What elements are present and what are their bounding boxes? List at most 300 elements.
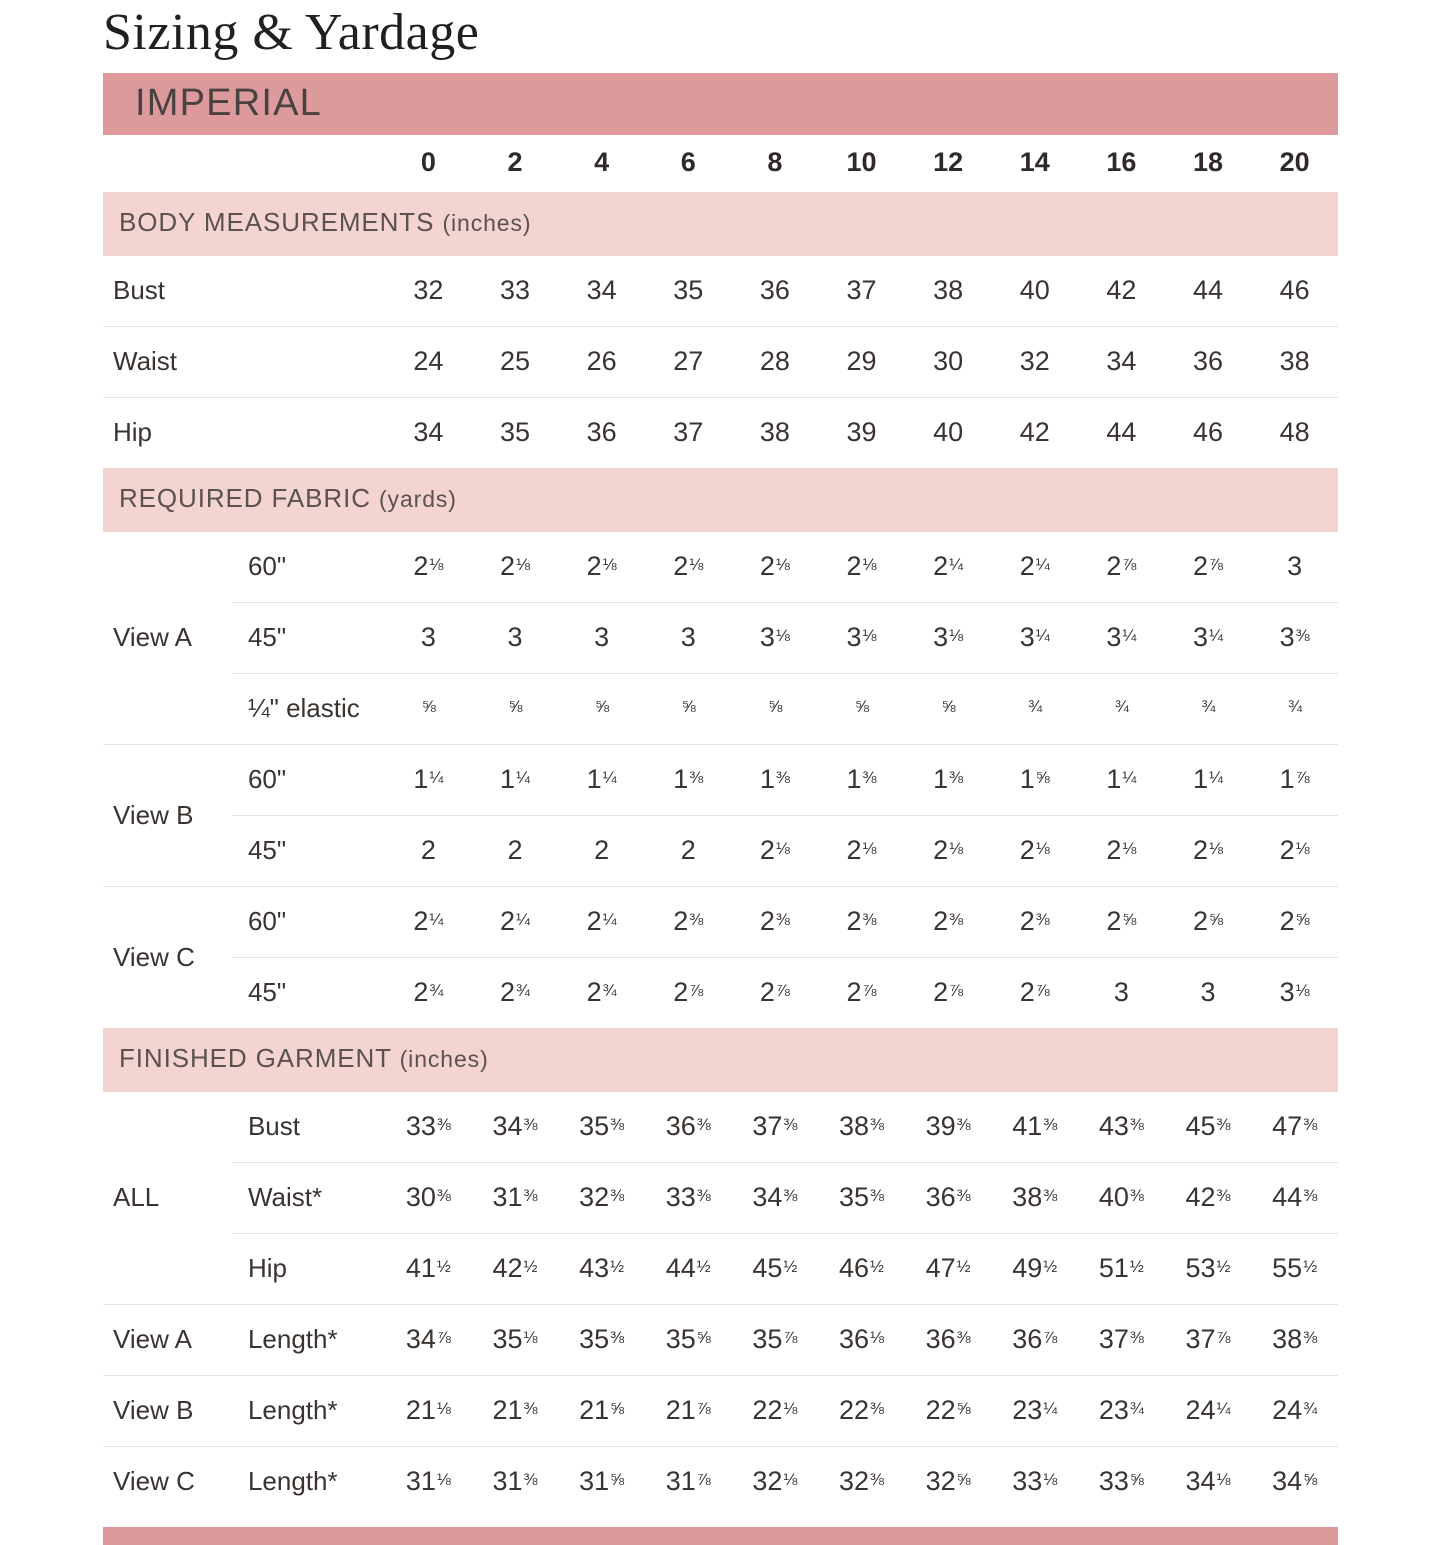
cell-view-c-9 bbox=[1165, 957, 1252, 1028]
cell-view-a-10 bbox=[1251, 673, 1338, 744]
cell-all-8 bbox=[1078, 1233, 1165, 1304]
whole-number: 2 bbox=[1192, 835, 1209, 866]
section-title: BODY MEASUREMENTS bbox=[119, 207, 443, 238]
whole-number: 30 bbox=[405, 1182, 436, 1213]
whole-number: 2 bbox=[586, 977, 602, 1008]
group-label-view-b: View B bbox=[103, 744, 232, 886]
whole-number: 37 bbox=[752, 1111, 783, 1142]
cell-view-c-2 bbox=[558, 886, 645, 957]
table-row bbox=[103, 1375, 1338, 1446]
cell-view-b-1 bbox=[472, 744, 559, 815]
section-band-body bbox=[103, 192, 1338, 256]
whole-number: 40 bbox=[1098, 1182, 1129, 1213]
whole-number: 36 bbox=[925, 1324, 956, 1355]
cell-view-a-10 bbox=[1251, 1304, 1338, 1375]
row-label-hip: Hip bbox=[103, 397, 385, 468]
whole-number: 53 bbox=[1185, 1253, 1216, 1284]
cell-view-c-7 bbox=[991, 957, 1078, 1028]
fraction: ⅜ bbox=[956, 1115, 971, 1135]
whole-number: 23 bbox=[1012, 1395, 1043, 1426]
whole-number: 34 bbox=[752, 1182, 783, 1213]
whole-number: 36 bbox=[665, 1111, 696, 1142]
whole-number: 34 bbox=[1272, 1466, 1303, 1497]
whole-number: 22 bbox=[838, 1395, 870, 1426]
cell-view-b-8 bbox=[1078, 744, 1165, 815]
cell-all-4 bbox=[732, 1162, 819, 1233]
whole-number: 22 bbox=[752, 1395, 783, 1426]
cell-all-9 bbox=[1165, 1233, 1252, 1304]
whole-number: 33 bbox=[665, 1182, 696, 1213]
cell-view-c-9 bbox=[1165, 1446, 1252, 1517]
fraction: ⅛ bbox=[1035, 839, 1050, 859]
fraction: ⅛ bbox=[862, 626, 877, 646]
cell-view-a-6 bbox=[905, 673, 992, 744]
fraction: ¾ bbox=[1201, 697, 1216, 717]
fraction: ¼ bbox=[1122, 626, 1137, 646]
whole-number: 37 bbox=[1185, 1324, 1216, 1355]
whole-number: 3 bbox=[1279, 622, 1295, 653]
cell-view-b-3 bbox=[645, 744, 732, 815]
fraction: ⅝ bbox=[1295, 910, 1310, 930]
fraction: ⅞ bbox=[436, 1328, 451, 1348]
size-header-16: 16 bbox=[1106, 146, 1137, 177]
fraction: ½ bbox=[1303, 1257, 1318, 1277]
cell-view-b-8 bbox=[1078, 815, 1165, 886]
cell-view-a-4 bbox=[732, 1304, 819, 1375]
cell-bust-0 bbox=[385, 256, 472, 327]
cell-view-c-4 bbox=[732, 1446, 819, 1517]
cell-hip-2 bbox=[472, 397, 559, 468]
cell-view-a-6 bbox=[905, 532, 992, 603]
whole-number: 43 bbox=[579, 1253, 610, 1284]
whole-number: 2 bbox=[680, 835, 696, 866]
fraction: ⅛ bbox=[775, 626, 790, 646]
cell-all-6 bbox=[905, 1233, 992, 1304]
whole-number: 3 bbox=[846, 622, 862, 653]
fraction: ¼ bbox=[516, 768, 530, 788]
whole-number: 34 bbox=[1185, 1466, 1216, 1497]
whole-number: 1 bbox=[1192, 764, 1209, 795]
whole-number: 2 bbox=[507, 835, 523, 866]
whole-number: 2 bbox=[759, 977, 775, 1008]
fraction: ⅜ bbox=[783, 1186, 798, 1206]
fraction: ⅝ bbox=[610, 1399, 625, 1419]
cell-view-c-5 bbox=[818, 1446, 905, 1517]
row-label: Length* bbox=[232, 1446, 385, 1517]
fraction: ⅜ bbox=[610, 1186, 625, 1206]
table-row bbox=[103, 886, 1338, 957]
cell-view-b-9 bbox=[1165, 744, 1252, 815]
fraction: ⅝ bbox=[956, 1470, 971, 1490]
size-header-20: 20 bbox=[1279, 146, 1310, 177]
cell-view-b-10 bbox=[1251, 1375, 1338, 1446]
whole-number: 2 bbox=[933, 835, 949, 866]
cell-view-a-2 bbox=[558, 532, 645, 603]
cell-view-c-8 bbox=[1078, 957, 1165, 1028]
cell-view-b-7 bbox=[991, 744, 1078, 815]
cell-view-c-10 bbox=[1251, 957, 1338, 1028]
whole-number: 2 bbox=[1019, 977, 1035, 1008]
whole-number: 31 bbox=[405, 1466, 436, 1497]
fraction: ⅜ bbox=[696, 1115, 711, 1135]
whole-number: 2 bbox=[1192, 551, 1209, 582]
whole-number: 33 bbox=[1012, 1466, 1043, 1497]
cell-view-a-9 bbox=[1165, 532, 1252, 603]
fraction: ⅝ bbox=[956, 1399, 971, 1419]
cell-view-b-10 bbox=[1251, 815, 1338, 886]
cell-view-b-5 bbox=[818, 744, 905, 815]
whole-number: 2 bbox=[1106, 906, 1122, 937]
whole-number: 3 bbox=[1019, 622, 1035, 653]
cell-view-b-9 bbox=[1165, 815, 1252, 886]
whole-number: 2 bbox=[759, 551, 775, 582]
cell-view-c-2 bbox=[558, 1446, 645, 1517]
cell-all-0 bbox=[385, 1233, 472, 1304]
cell-view-c-2 bbox=[558, 957, 645, 1028]
whole-number: 33 bbox=[499, 275, 530, 306]
cell-view-a-8 bbox=[1078, 532, 1165, 603]
whole-number: 2 bbox=[420, 835, 436, 866]
whole-number: 35 bbox=[499, 417, 530, 448]
cell-waist-10 bbox=[818, 326, 905, 397]
fraction: ⅞ bbox=[1295, 768, 1310, 788]
fraction: ¼ bbox=[1209, 768, 1223, 788]
cell-view-a-8 bbox=[1078, 673, 1165, 744]
section-heading-fabric bbox=[103, 468, 1338, 532]
row-label: Waist* bbox=[232, 1162, 385, 1233]
cell-bust-12 bbox=[905, 256, 992, 327]
whole-number: 2 bbox=[846, 906, 862, 937]
fraction: ¾ bbox=[1288, 697, 1303, 717]
fraction: ¼ bbox=[602, 910, 617, 930]
table-row bbox=[103, 744, 1338, 815]
row-label: 60" bbox=[247, 551, 287, 582]
cell-waist-16 bbox=[1078, 326, 1165, 397]
cell-waist-18 bbox=[1165, 326, 1252, 397]
whole-number: 35 bbox=[492, 1324, 523, 1355]
fraction: ⅜ bbox=[689, 768, 704, 788]
cell-view-c-5 bbox=[818, 957, 905, 1028]
whole-number: 31 bbox=[492, 1182, 523, 1213]
cell-view-a-7 bbox=[991, 673, 1078, 744]
page-title: Sizing & Yardage bbox=[103, 4, 480, 61]
cell-all-1 bbox=[472, 1092, 559, 1163]
size-header-2: 2 bbox=[507, 146, 523, 177]
whole-number: 2 bbox=[1279, 835, 1295, 866]
fraction: ⅞ bbox=[696, 1399, 711, 1419]
cell-view-a-3 bbox=[645, 1304, 732, 1375]
fraction: ⅝ bbox=[1303, 1470, 1318, 1490]
whole-number: 37 bbox=[673, 417, 704, 448]
fraction: ¾ bbox=[1129, 1399, 1144, 1419]
cell-view-b-8 bbox=[1078, 1375, 1165, 1446]
whole-number: 35 bbox=[579, 1111, 610, 1142]
cell-all-6 bbox=[905, 1162, 992, 1233]
fraction: ⅜ bbox=[956, 1328, 971, 1348]
size-header-6: 6 bbox=[680, 146, 696, 177]
fraction: ⅜ bbox=[436, 1186, 451, 1206]
whole-number: 2 bbox=[594, 835, 610, 866]
cell-all-3 bbox=[645, 1233, 732, 1304]
row-label: Bust bbox=[247, 1111, 300, 1142]
cell-view-a-0 bbox=[385, 673, 472, 744]
whole-number: 41 bbox=[1012, 1111, 1043, 1142]
whole-number: 42 bbox=[1019, 417, 1050, 448]
cell-hip-4 bbox=[558, 397, 645, 468]
table-row bbox=[103, 815, 1338, 886]
fraction: ⅛ bbox=[862, 839, 877, 859]
cell-all-1 bbox=[472, 1162, 559, 1233]
cell-view-a-2 bbox=[558, 1304, 645, 1375]
fraction: ¾ bbox=[1028, 697, 1043, 717]
cell-waist-2 bbox=[472, 326, 559, 397]
cell-view-a-5 bbox=[818, 1304, 905, 1375]
fraction: ⅜ bbox=[949, 910, 964, 930]
whole-number: 2 bbox=[413, 551, 429, 582]
whole-number: 36 bbox=[925, 1182, 956, 1213]
whole-number: 34 bbox=[413, 417, 444, 448]
whole-number: 41 bbox=[405, 1253, 436, 1284]
cell-all-5 bbox=[818, 1092, 905, 1163]
fraction: ⅝ bbox=[696, 1328, 711, 1348]
size-header-row bbox=[103, 135, 1338, 192]
whole-number: 24 bbox=[1272, 1395, 1303, 1426]
cell-hip-0 bbox=[385, 397, 472, 468]
whole-number: 34 bbox=[405, 1324, 436, 1355]
cell-all-2 bbox=[558, 1092, 645, 1163]
whole-number: 38 bbox=[759, 417, 790, 448]
fraction: ⅜ bbox=[610, 1328, 625, 1348]
cell-view-c-7 bbox=[991, 886, 1078, 957]
whole-number: 1 bbox=[673, 764, 689, 795]
whole-number: 38 bbox=[1279, 346, 1310, 377]
fraction: ¾ bbox=[429, 981, 444, 1001]
whole-number: 36 bbox=[759, 275, 790, 306]
cell-view-a-8 bbox=[1078, 602, 1165, 673]
cell-waist-4 bbox=[558, 326, 645, 397]
fraction: ½ bbox=[956, 1257, 971, 1277]
whole-number: 28 bbox=[759, 346, 790, 377]
row-label: Hip bbox=[232, 1233, 385, 1304]
whole-number: 2 bbox=[933, 551, 949, 582]
whole-number: 34 bbox=[1106, 346, 1137, 377]
fraction: ½ bbox=[870, 1257, 884, 1277]
section-unit: (inches) bbox=[442, 210, 532, 237]
cell-view-a-9 bbox=[1165, 673, 1252, 744]
cell-view-a-5 bbox=[818, 602, 905, 673]
sizing-table bbox=[103, 73, 1338, 1517]
cell-all-6 bbox=[905, 1092, 992, 1163]
fraction: ⅛ bbox=[783, 1399, 798, 1419]
fraction: ¼ bbox=[1122, 768, 1137, 788]
whole-number: 1 bbox=[1279, 764, 1295, 795]
whole-number: 42 bbox=[1106, 275, 1137, 306]
fraction: ⅝ bbox=[1122, 910, 1137, 930]
whole-number: 32 bbox=[925, 1466, 956, 1497]
cell-view-b-1 bbox=[472, 1375, 559, 1446]
whole-number: 24 bbox=[413, 346, 444, 377]
whole-number: 31 bbox=[665, 1466, 696, 1497]
cell-bust-2 bbox=[472, 256, 559, 327]
whole-number: 45 bbox=[1185, 1111, 1216, 1142]
whole-number: 35 bbox=[838, 1182, 870, 1213]
whole-number: 3 bbox=[1106, 622, 1122, 653]
whole-number: 39 bbox=[925, 1111, 956, 1142]
fraction: ⅛ bbox=[862, 555, 877, 575]
table-row bbox=[103, 673, 1338, 744]
cell-view-b-10 bbox=[1251, 744, 1338, 815]
section-band-finished bbox=[103, 1028, 1338, 1092]
whole-number: 36 bbox=[1012, 1324, 1043, 1355]
whole-number: 1 bbox=[759, 764, 775, 795]
table-row bbox=[103, 326, 1338, 397]
cell-view-b-6 bbox=[905, 744, 992, 815]
cell-view-b-4 bbox=[732, 744, 819, 815]
cell-view-b-2 bbox=[558, 815, 645, 886]
fraction: ⅛ bbox=[949, 626, 964, 646]
whole-number: 27 bbox=[673, 346, 704, 377]
bottom-accent-band bbox=[103, 1527, 1338, 1545]
size-header-8: 8 bbox=[767, 146, 783, 177]
cell-waist-20 bbox=[1251, 326, 1338, 397]
whole-number: 1 bbox=[933, 764, 949, 795]
cell-all-3 bbox=[645, 1162, 732, 1233]
section-heading-body bbox=[103, 192, 1338, 256]
whole-number: 23 bbox=[1098, 1395, 1129, 1426]
fraction: ⅜ bbox=[696, 1186, 711, 1206]
row-label: ¼" elastic bbox=[232, 673, 385, 744]
whole-number: 35 bbox=[579, 1324, 610, 1355]
cell-view-b-4 bbox=[732, 815, 819, 886]
fraction: ⅜ bbox=[862, 910, 877, 930]
table-row bbox=[103, 256, 1338, 327]
whole-number: 3 bbox=[1279, 977, 1295, 1008]
table-body bbox=[103, 73, 1338, 1517]
fraction: ⅞ bbox=[689, 981, 704, 1001]
whole-number: 46 bbox=[838, 1253, 870, 1284]
cell-waist-8 bbox=[732, 326, 819, 397]
cell-view-a-4 bbox=[732, 602, 819, 673]
fraction: ⅝ bbox=[1209, 910, 1223, 930]
fraction: ¼ bbox=[429, 910, 444, 930]
cell-bust-6 bbox=[645, 256, 732, 327]
group-label-view-c: View C bbox=[103, 1446, 232, 1517]
cell-bust-10 bbox=[818, 256, 905, 327]
whole-number: 1 bbox=[413, 764, 429, 795]
cell-view-c-7 bbox=[991, 1446, 1078, 1517]
whole-number: 38 bbox=[1012, 1182, 1043, 1213]
whole-number: 21 bbox=[579, 1395, 610, 1426]
cell-view-b-5 bbox=[818, 815, 905, 886]
table-row bbox=[103, 397, 1338, 468]
group-label-all: ALL bbox=[113, 1182, 160, 1213]
fraction: ⅛ bbox=[516, 555, 530, 575]
cell-all-2 bbox=[558, 1162, 645, 1233]
cell-view-c-8 bbox=[1078, 1446, 1165, 1517]
whole-number: 22 bbox=[925, 1395, 956, 1426]
whole-number: 43 bbox=[1098, 1111, 1129, 1142]
fraction: ⅛ bbox=[1043, 1470, 1058, 1490]
cell-view-c-1 bbox=[472, 957, 559, 1028]
whole-number: 44 bbox=[665, 1253, 696, 1284]
whole-number: 36 bbox=[586, 417, 617, 448]
fraction: ¼ bbox=[1035, 555, 1050, 575]
fraction: ⅜ bbox=[610, 1115, 625, 1135]
cell-view-b-4 bbox=[732, 1375, 819, 1446]
cell-view-a-2 bbox=[558, 602, 645, 673]
fraction: ½ bbox=[610, 1257, 625, 1277]
whole-number: 32 bbox=[752, 1466, 783, 1497]
cell-view-a-9 bbox=[1165, 1304, 1252, 1375]
fraction: ⅞ bbox=[1209, 555, 1223, 575]
whole-number: 46 bbox=[1279, 275, 1310, 306]
cell-view-b-0 bbox=[385, 815, 472, 886]
fraction: ½ bbox=[696, 1257, 711, 1277]
cell-view-a-5 bbox=[818, 673, 905, 744]
fraction: ¾ bbox=[516, 981, 530, 1001]
cell-view-a-7 bbox=[991, 1304, 1078, 1375]
fraction: ⅜ bbox=[523, 1186, 538, 1206]
row-label: 60" bbox=[232, 744, 385, 815]
whole-number: 32 bbox=[413, 275, 444, 306]
size-header-10: 10 bbox=[846, 146, 877, 177]
whole-number: 55 bbox=[1272, 1253, 1303, 1284]
whole-number: 2 bbox=[846, 835, 862, 866]
whole-number: 38 bbox=[1272, 1324, 1303, 1355]
cell-view-b-0 bbox=[385, 1375, 472, 1446]
fraction: ⅜ bbox=[862, 768, 877, 788]
fraction: ⅛ bbox=[1295, 839, 1310, 859]
whole-number: 26 bbox=[586, 346, 617, 377]
table-row bbox=[103, 1092, 1338, 1163]
cell-view-c-4 bbox=[732, 886, 819, 957]
whole-number: 36 bbox=[1192, 346, 1223, 377]
fraction: ¼ bbox=[602, 768, 617, 788]
whole-number: 32 bbox=[1019, 346, 1050, 377]
fraction: ⅛ bbox=[436, 1399, 451, 1419]
fraction: ⅜ bbox=[523, 1399, 538, 1419]
cell-view-c-8 bbox=[1078, 886, 1165, 957]
whole-number: 3 bbox=[759, 622, 775, 653]
whole-number: 30 bbox=[933, 346, 964, 377]
header-spacer-1 bbox=[103, 135, 232, 192]
cell-view-c-0 bbox=[385, 957, 472, 1028]
fraction: ¼ bbox=[1043, 1399, 1058, 1419]
whole-number: 44 bbox=[1272, 1182, 1303, 1213]
whole-number: 44 bbox=[1192, 275, 1223, 306]
cell-view-c-6 bbox=[905, 886, 992, 957]
fraction: ⅜ bbox=[1043, 1115, 1058, 1135]
cell-view-b-2 bbox=[558, 1375, 645, 1446]
table-row bbox=[103, 1446, 1338, 1517]
fraction: ⅜ bbox=[1303, 1115, 1318, 1135]
whole-number: 2 bbox=[673, 977, 689, 1008]
row-label: Length* bbox=[232, 1375, 385, 1446]
fraction: ⅜ bbox=[870, 1186, 884, 1206]
cell-waist-6 bbox=[645, 326, 732, 397]
whole-number: 37 bbox=[1098, 1324, 1129, 1355]
whole-number: 38 bbox=[933, 275, 964, 306]
cell-all-2 bbox=[558, 1233, 645, 1304]
fraction: ⅜ bbox=[775, 910, 790, 930]
cell-view-c-1 bbox=[472, 886, 559, 957]
cell-view-a-3 bbox=[645, 532, 732, 603]
table-row bbox=[103, 602, 1338, 673]
fraction: ¼ bbox=[1216, 1399, 1231, 1419]
section-unit: (inches) bbox=[399, 1046, 489, 1073]
whole-number: 34 bbox=[586, 275, 617, 306]
whole-number: 47 bbox=[925, 1253, 956, 1284]
